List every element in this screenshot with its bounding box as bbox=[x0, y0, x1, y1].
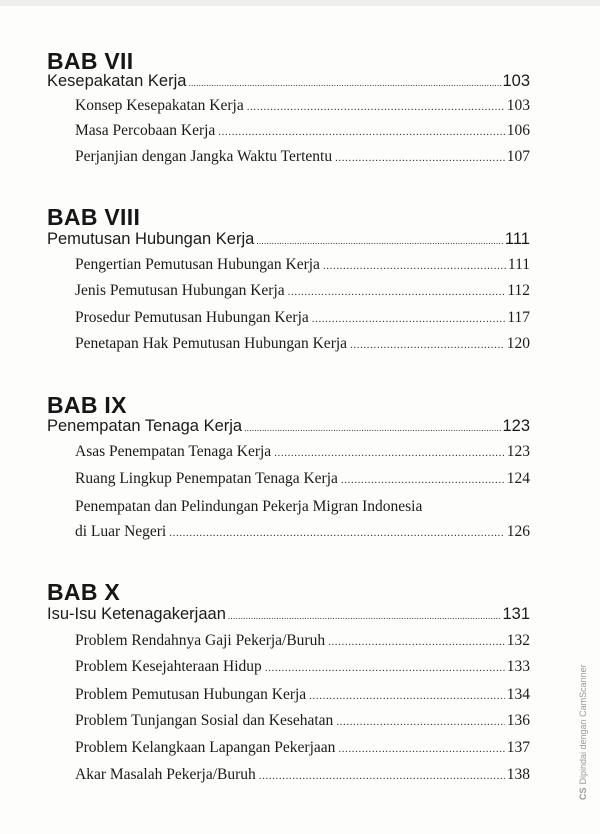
page-number: 123 bbox=[506, 443, 530, 460]
bab-heading: BAB VIII bbox=[47, 204, 141, 230]
toc-entry[interactable] bbox=[75, 122, 530, 140]
toc-entry[interactable] bbox=[75, 148, 530, 166]
leader-dots bbox=[323, 260, 506, 272]
leader-dots bbox=[256, 236, 504, 246]
entry-title: Penetapan Hak Pemutusan Hubungan Kerja bbox=[75, 335, 348, 352]
leader-dots bbox=[188, 78, 501, 88]
page-number: 123 bbox=[502, 417, 530, 435]
leader-dots bbox=[218, 126, 504, 138]
page-number: 112 bbox=[507, 282, 530, 299]
leader-dots bbox=[341, 474, 505, 486]
toc-entry[interactable] bbox=[75, 309, 530, 327]
leader-dots bbox=[335, 152, 505, 164]
page-number: 138 bbox=[506, 766, 530, 783]
entry-title: Ruang Lingkup Penempatan Tenaga Kerja bbox=[75, 470, 338, 487]
entry-title: Konsep Kesepakatan Kerja bbox=[75, 97, 244, 114]
toc-entry[interactable] bbox=[75, 523, 530, 541]
leader-dots bbox=[350, 339, 505, 351]
page-number: 117 bbox=[507, 309, 530, 326]
chapter-title: Pemutusan Hubungan Kerja bbox=[47, 230, 255, 248]
page-number: 103 bbox=[506, 97, 530, 114]
toc-entry[interactable] bbox=[75, 335, 530, 353]
entry-title: Problem Tunjangan Sosial dan Kesehatan bbox=[75, 712, 334, 729]
toc-entry[interactable] bbox=[75, 632, 530, 650]
page-number: 111 bbox=[504, 230, 530, 248]
bab-heading: BAB VII bbox=[47, 48, 134, 74]
leader-dots bbox=[169, 527, 505, 539]
page-number: 137 bbox=[506, 739, 530, 756]
page-number: 126 bbox=[506, 523, 530, 540]
toc-entry[interactable] bbox=[75, 739, 530, 757]
entry-title: Problem Rendahnya Gaji Pekerja/Buruh bbox=[75, 632, 326, 649]
toc-entry[interactable] bbox=[75, 766, 530, 784]
entry-title-line2: di Luar Negeri bbox=[75, 523, 167, 540]
toc-entry[interactable] bbox=[75, 470, 530, 488]
leader-dots bbox=[265, 662, 505, 674]
toc-entry[interactable] bbox=[75, 658, 530, 676]
leader-dots bbox=[274, 447, 505, 459]
entry-title: Akar Masalah Pekerja/Buruh bbox=[75, 766, 256, 783]
leader-dots bbox=[244, 423, 501, 433]
entry-title: Problem Pemutusan Hubungan Kerja bbox=[75, 686, 307, 703]
entry-title: Asas Penempatan Tenaga Kerja bbox=[75, 443, 272, 460]
toc-entry[interactable] bbox=[75, 97, 530, 115]
leader-dots bbox=[328, 636, 505, 648]
page-number: 136 bbox=[506, 712, 530, 729]
page-number: 106 bbox=[506, 122, 530, 139]
toc-entry[interactable] bbox=[75, 686, 530, 704]
page-number: 131 bbox=[502, 605, 530, 623]
entry-title: Problem Kesejahteraan Hidup bbox=[75, 658, 262, 675]
page-number: 103 bbox=[502, 72, 530, 90]
leader-dots bbox=[288, 286, 506, 298]
bab-heading: BAB IX bbox=[47, 392, 127, 418]
entry-title: Masa Percobaan Kerja bbox=[75, 122, 216, 139]
toc-entry[interactable] bbox=[75, 443, 530, 461]
chapter-entry[interactable] bbox=[47, 230, 530, 249]
page-number: 133 bbox=[506, 658, 530, 675]
scanner-watermark bbox=[578, 664, 588, 800]
entry-title-line1: Penempatan dan Pelindungan Pekerja Migran Indonesia bbox=[75, 498, 423, 515]
toc-entry[interactable] bbox=[75, 282, 530, 300]
leader-dots bbox=[259, 770, 505, 782]
toc-entry[interactable] bbox=[75, 256, 530, 274]
bab-heading: BAB X bbox=[47, 579, 121, 605]
chapter-entry[interactable] bbox=[47, 605, 530, 624]
toc-entry[interactable] bbox=[75, 712, 530, 730]
leader-dots bbox=[312, 313, 506, 325]
leader-dots bbox=[309, 690, 505, 702]
leader-dots bbox=[336, 716, 504, 728]
page-number: 120 bbox=[506, 335, 530, 352]
entry-title: Problem Kelangkaan Lapangan Pekerjaan bbox=[75, 739, 336, 756]
entry-title: Perjanjian dengan Jangka Waktu Tertentu bbox=[75, 148, 333, 165]
page-number: 132 bbox=[506, 632, 530, 649]
chapter-title: Penempatan Tenaga Kerja bbox=[47, 417, 243, 435]
entry-title: Jenis Pemutusan Hubungan Kerja bbox=[75, 282, 285, 299]
page-number: 124 bbox=[506, 470, 530, 487]
page-number: 111 bbox=[507, 256, 530, 273]
leader-dots bbox=[228, 611, 502, 621]
chapter-entry[interactable] bbox=[47, 417, 530, 436]
chapter-title: Kesepakatan Kerja bbox=[47, 72, 187, 90]
page-number: 134 bbox=[506, 686, 530, 703]
entry-title: Prosedur Pemutusan Hubungan Kerja bbox=[75, 309, 309, 326]
page-number: 107 bbox=[506, 148, 530, 165]
entry-title: Pengertian Pemutusan Hubungan Kerja bbox=[75, 256, 320, 273]
watermark-text: Dipindai dengan CamScanner bbox=[578, 664, 588, 785]
chapter-entry[interactable] bbox=[47, 72, 530, 91]
camscanner-icon: CS bbox=[578, 787, 588, 800]
leader-dots bbox=[247, 101, 505, 113]
page-top-edge bbox=[0, 0, 600, 6]
leader-dots bbox=[338, 743, 504, 755]
chapter-title: Isu-Isu Ketenagakerjaan bbox=[47, 605, 226, 623]
